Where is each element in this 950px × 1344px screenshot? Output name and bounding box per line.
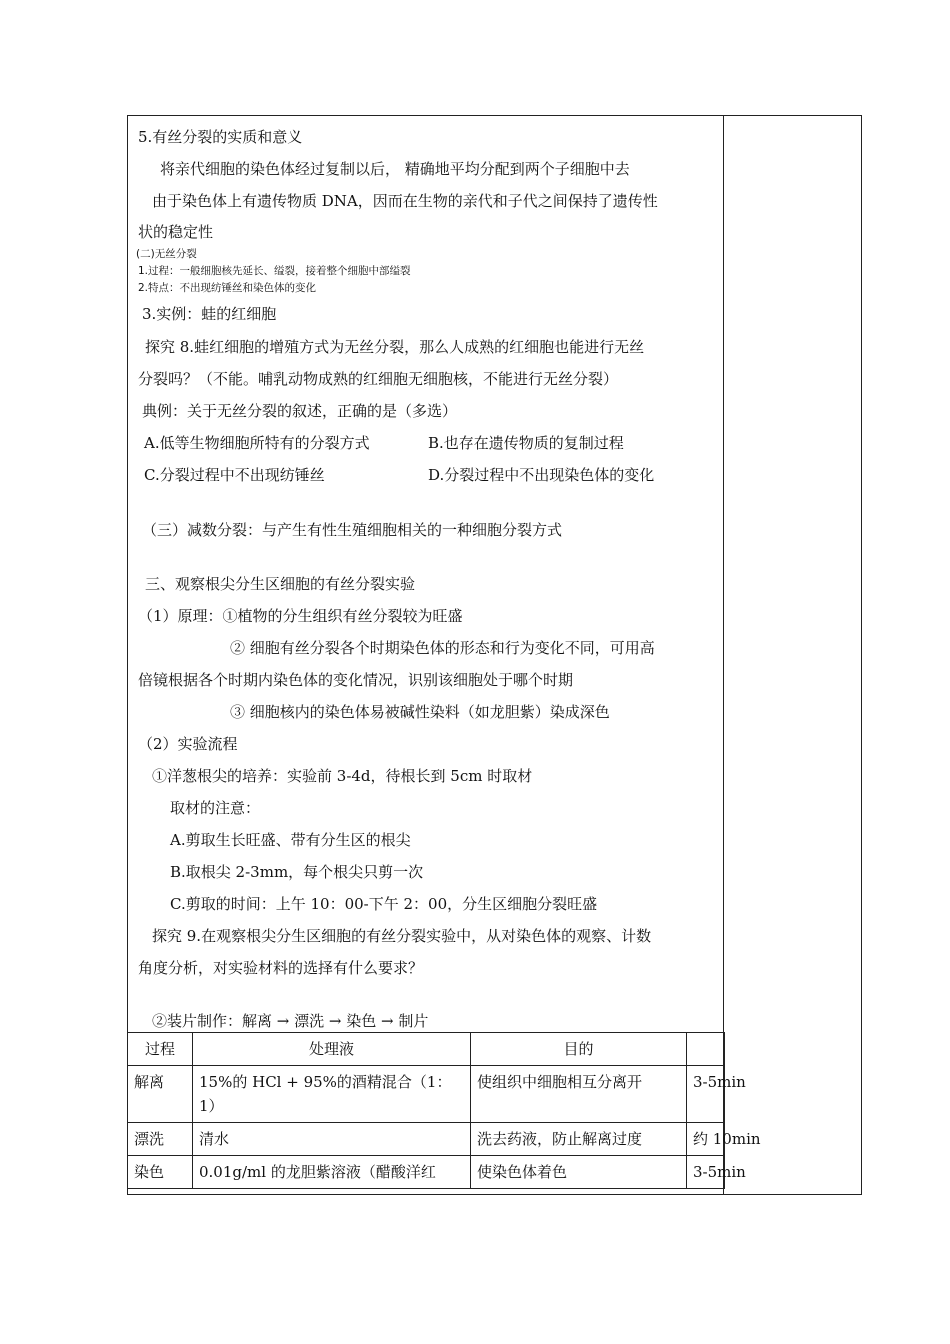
cell-step: 染色 <box>128 1156 193 1189</box>
sampling-note-c: C.剪取的时间：上午 10：00-下午 2：00，分生区细胞分裂旺盛 <box>170 895 598 913</box>
sampling-note-b: B.取根尖 2-3mm，每个根尖只剪一次 <box>170 863 424 881</box>
explore-9-line-a: 探究 9.在观察根尖分生区细胞的有丝分裂实验中，从对染色体的观察、计数 <box>152 927 652 945</box>
cell-time: 约 10min <box>687 1123 725 1156</box>
principle-2a: ② 细胞有丝分裂各个时期染色体的形态和行为变化不同，可用高 <box>230 639 655 657</box>
cell-liquid: 0.01g/ml 的龙胆紫溶液（醋酸洋红 <box>193 1156 471 1189</box>
sampling-note-a: A.剪取生长旺盛、带有分生区的根尖 <box>170 831 411 849</box>
cell-liquid: 清水 <box>193 1123 471 1156</box>
experiment-title: 三、观察根尖分生区细胞的有丝分裂实验 <box>145 575 416 593</box>
amitosis-process: 1.过程：一般细胞核先延长、缢裂，接着整个细胞中部缢裂 <box>138 265 411 277</box>
table-row <box>128 1156 725 1189</box>
typical-example: 典例：关于无丝分裂的叙述，正确的是（多选） <box>142 402 458 420</box>
principle-1: （1）原理：①植物的分生组织有丝分裂较为旺盛 <box>138 607 463 625</box>
cell-purpose: 洗去药液，防止解离过度 <box>471 1123 687 1156</box>
table-header-row <box>128 1033 725 1066</box>
meiosis-line: （三）减数分裂：与产生有性生殖细胞相关的一种细胞分裂方式 <box>142 521 563 539</box>
explore-9-line-b: 角度分析，对实验材料的选择有什么要求？ <box>138 959 424 977</box>
procedure-table <box>127 1032 761 1189</box>
step-1-cultivation: ①洋葱根尖的培养：实验前 3-4d，待根长到 5cm 时取材 <box>152 767 533 785</box>
amitosis-feature: 2.特点：不出现纺锤丝和染色体的变化 <box>138 282 317 294</box>
explore-8-line-a: 探究 8.蛙红细胞的增殖方式为无丝分裂，那么人成熟的红细胞也能进行无丝 <box>145 338 645 356</box>
cell-step: 解离 <box>128 1066 193 1123</box>
option-a: A.低等生物细胞所特有的分裂方式 <box>144 434 370 452</box>
cell-time: 3-5min <box>687 1156 725 1189</box>
option-b: B.也存在遗传物质的复制过程 <box>428 434 624 452</box>
sampling-note: 取材的注意： <box>170 799 261 817</box>
step-2-slide-making: ②装片制作：解离 → 漂洗 → 染色 → 制片 <box>152 1012 429 1030</box>
experiment-flow: （2）实验流程 <box>138 735 238 753</box>
cell-purpose: 使组织中细胞相互分离开 <box>471 1066 687 1123</box>
table-row <box>128 1123 725 1156</box>
cell-step: 漂洗 <box>128 1123 193 1156</box>
amitosis-example: 3.实例：蛙的红细胞 <box>142 305 277 323</box>
table-row <box>128 1066 725 1123</box>
section-5-paragraph-2b: 状的稳定性 <box>138 223 214 241</box>
header-purpose: 目的 <box>471 1033 687 1066</box>
section-5-paragraph-1: 将亲代细胞的染色体经过复制以后， 精确地平均分配到两个子细胞中去 <box>160 160 630 178</box>
header-time <box>687 1033 725 1066</box>
explore-8-line-b: 分裂吗？（不能。哺乳动物成熟的红细胞无细胞核，不能进行无丝分裂） <box>138 370 619 388</box>
principle-3: ③ 细胞核内的染色体易被碱性染料（如龙胆紫）染成深色 <box>230 703 610 721</box>
principle-2b: 倍镜根据各个时期内染色体的变化情况，识别该细胞处于哪个时期 <box>138 671 574 689</box>
cell-time: 3-5min <box>687 1066 725 1123</box>
header-step: 过程 <box>128 1033 193 1066</box>
option-d: D.分裂过程中不出现染色体的变化 <box>428 466 655 484</box>
amitosis-heading: (二)无丝分裂 <box>136 248 197 260</box>
header-liquid: 处理液 <box>193 1033 471 1066</box>
section-5-paragraph-2a: 由于染色体上有遗传物质 DNA，因而在生物的亲代和子代之间保持了遗传性 <box>152 192 658 210</box>
cell-liquid: 15%的 HCl + 95%的酒精混合（1：1） <box>193 1066 471 1123</box>
option-c: C.分裂过程中不出现纺锤丝 <box>144 466 325 484</box>
section-5-title: 5.有丝分裂的实质和意义 <box>138 128 303 146</box>
cell-purpose: 使染色体着色 <box>471 1156 687 1189</box>
